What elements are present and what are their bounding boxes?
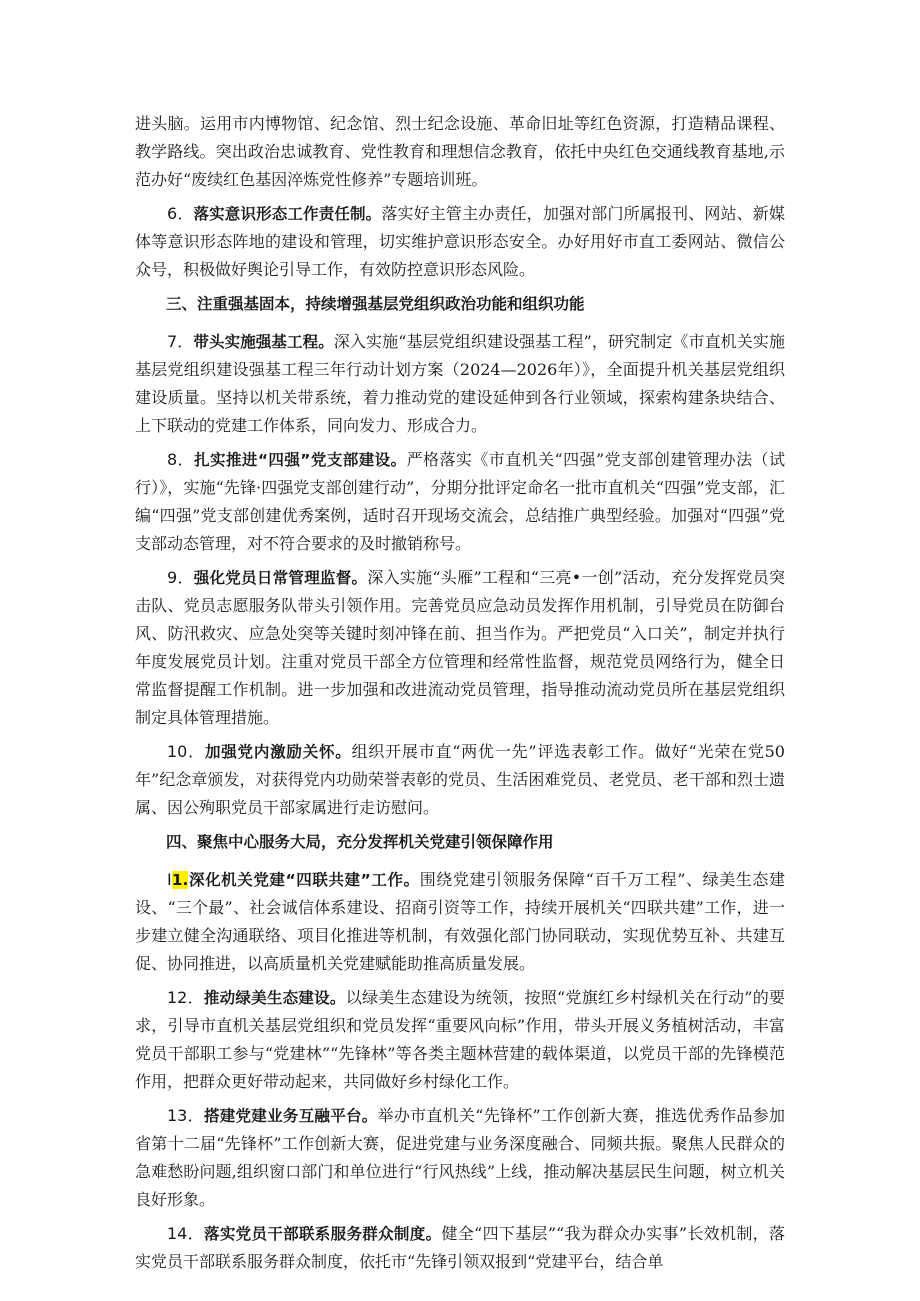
paragraph-6-lead: 落实意识形态工作责任制。	[193, 205, 382, 223]
paragraph-6: 6．落实意识形态工作责任制。落实好主管主办责任，加强对部门所属报刊、网站、新媒体等意识形态阵地的建设和管理，切实维护意识形态安全。办好用好市直工委网站、微信公众号，积极做好舆论引导工作，有效防控意识形态风险。	[135, 204, 785, 279]
paragraph-11-lead: 深化机关党建“四联共建”工作。	[188, 871, 420, 889]
paragraph-5-continued: 进头脑。运用市内博物馆、纪念馆、烈士纪念设施、革命旧址等红色资源，打造精品课程、教学路线。突出政治忠诚教育、党性教育和理想信念教育，依托中央红色交通线教育基地,示范办好“废续红色基因淬炼党性修养”专题培训班。	[135, 114, 785, 189]
paragraph-8-lead: 扎实推进“四强”党支部建设。	[194, 451, 407, 469]
paragraph-10-lead: 加强党内激励关怀。	[204, 743, 352, 761]
paragraph-9: 9．强化党员日常管理监督。深入实施“头雁”工程和“三亮•一创”活动，充分发挥党员突击队、党员志愿服务队带头引领作用。完善党员应急动员发挥作用机制，引导党员在防御台风、防汛救灾、应急处突等关键时刻冲锋在前、担当作为。严把党员“入口关”，制定并执行年度发展党员计划。注重对党员干部全方位管理和经常性监督，规范党员网络行为，健全日常监督提醒工作机制。进一步加强和改进流动党员管理，指导推动流动党员所在基层党组织制定具体管理措施。	[135, 568, 785, 727]
paragraph-12: 12．推动绿美生态建设。以绿美生态建设为统领，按照“党旗红乡村绿机关在行动”的要求，引导市直机关基层党组织和党员发挥“重要风向标”作用，带头开展义务植树活动，丰富党员干部职工参与“党建林”“先锋林”等各类主题林营建的载体渠道，以党员干部的先锋模范作用，把群众更好带动起来，共同做好乡村绿化工作。	[135, 988, 785, 1091]
highlighted-number: 1.	[171, 871, 189, 889]
paragraph-13: 13．搭建党建业务互融平台。举办市直机关“先锋杯”工作创新大赛，推选优秀作品参加省第十二届“先锋杯”工作创新大赛，促进党建与业务深度融合、同频共振。聚焦人民群众的急难愁盼问题,组织窗口部门和单位进行“行风热线”上线，推动解决基层民生问题，树立机关良好形象。	[135, 1106, 785, 1209]
paragraph-11: I1.深化机关党建“四联共建”工作。围绕党建引领服务保障“百千万工程”、绿美生态建设、“三个最”、社会诚信体系建设、招商引资等工作，持续开展机关“四联共建”工作，进一步建立健全沟通联络、项目化推进等机制，有效强化部门协同联动，实现优势互补、共建互促、协同推进，以高质量机关党建赋能助推高质量发展。	[135, 870, 785, 973]
paragraph-13-lead: 搭建党建业务互融平台。	[203, 1107, 378, 1125]
paragraph-10: 10．加强党内激励关怀。组织开展市直“两优一先”评选表彰工作。做好“光荣在党50年”纪念章颁发，对获得党内功勋荣誉表彰的党员、生活困难党员、老党员、老干部和烈士遗属、因公殉职党员干部家属进行走访慰问。	[135, 742, 785, 817]
section-heading-4: 四、聚焦中心服务大局，充分发挥机关党建引领保障作用	[166, 833, 554, 851]
paragraph-8: 8．扎实推进“四强”党支部建设。严格落实《市直机关“四强”党支部创建管理办法（试行）》，实施“先锋·四强党支部创建行动”，分期分批评定命名一批市直机关“四强”党支部，汇编“四强”党支部创建优秀案例，适时召开现场交流会，总结推广典型经验。加强对“四强”党支部动态管理，对不符合要求的及时撤销称号。	[135, 450, 785, 553]
paragraph-14: 14．落实党员干部联系服务群众制度。健全“四下基层”“我为群众办实事”长效机制，落实党员干部联系服务群众制度，依托市“先锋引领双报到“党建平台，结合单	[135, 1224, 785, 1271]
paragraph-7: 7．带头实施强基工程。深入实施“基层党组织建设强基工程”，研究制定《市直机关实施基层党组织建设强基工程三年行动计划方案（2024—2026年）》，全面提升机关基层党组织建设质量。坚持以机关带系统，着力推动党的建设延伸到各行业领域，探索构建条块结合、上下联动的党建工作体系，同向发力、形成合力。	[135, 332, 785, 435]
document-page	[135, 110, 785, 1282]
paragraph-12-lead: 推动绿美生态建设。	[203, 989, 346, 1007]
section-heading-3: 三、注重强基固本，持续增强基层党组织政治功能和组织功能	[166, 295, 585, 313]
paragraph-14-lead: 落实党员干部联系服务群众制度。	[204, 1225, 442, 1243]
paragraph-9-lead: 强化党员日常管理监督。	[193, 569, 368, 587]
paragraph-7-lead: 带头实施强基工程。	[193, 333, 334, 351]
